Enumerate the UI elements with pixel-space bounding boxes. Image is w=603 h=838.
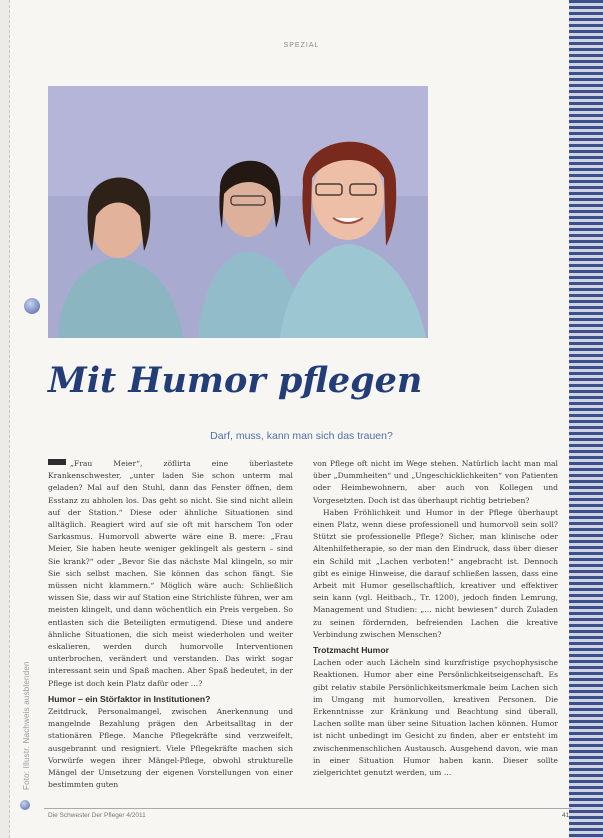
article-subtitle: Darf, muss, kann man sich das trauen?	[210, 430, 393, 442]
intro-text: „Frau Meier“, zöflirta eine überlastete Krankenschwester, „unter laden Sie schon unterm mal geladen? Mal auf den Stuhl, dann das Fenster öffnen, dem Esstanz zu abholen los. Das geht so nicht. Sie sind nicht allein auf der Station.“ Diese oder ähnliche Situationen sind alltäglich. Reagiert wird auf sie oft mit harschem Ton oder Sarkasmus. Humorvoll abwerte wäre eine B. mere: „Frau Meier, Sie haben heute weniger geklingelt als gestern – sind Sie krank?“ oder „Bevor Sie das nächste Mal klingeln, so mir Sie sich selbst machen. Sie können das schon fängt. Sie müssen nicht klammern.“ Möglich wäre auch: Schließlich wissen Sie, dass wir auf Station eine Strichliste führen, wer am meisten klingelt, und dann wöchentlich ein Preis vergeben. So entlasten sich die Beteiligten ermutigend. Diese und andere ähnliche Situationen, die sich meist wiederholen und weiter eskalieren, werden durch humorvolle Interventionen unterbrochen, verändert und verstanden. Das wirkt sogar interessant sein und Spaß machen. Aber Spaß bedeutet, in der Pflege ist doch kein Platz dafür oder …?	[48, 459, 293, 688]
body-paragraph: Zeitdruck, Personalmangel, zwischen Anerkennung und mangelnde Bezahlung prägen den Arbeitsalltag in der stationären Pflege. Manche Pflegekräfte sind verzweifelt, ausgebrannt und resigniert. Viele Pflegekräfte machen sich Vorwürfe wegen ihrer Mängel-Pflege, obwohl strukturelle Mängel der Umsetzung der eigenen Vorstellungen von einer bestimmten guten	[48, 707, 293, 790]
photo-credit-vertical: Foto: Illustr. Nachweis ausblenden	[22, 661, 31, 790]
text-column-left	[48, 458, 293, 791]
footer-rule	[44, 808, 572, 809]
page-right-edge-stripes	[569, 0, 603, 838]
text-column-right	[313, 458, 558, 779]
page-number: 41	[562, 812, 570, 819]
section-heading-stoerfaktor: Humor – ein Störfaktor in Institutionen?	[48, 693, 211, 704]
article-photo	[48, 86, 428, 338]
article-title: Mit Humor pflegen	[48, 360, 423, 401]
page-left-edge	[0, 0, 10, 838]
decorative-dot-small	[20, 800, 30, 810]
lead-marker	[48, 459, 66, 465]
section-heading-trotzmacht: Trotzmacht Humor	[313, 645, 389, 656]
body-paragraph: von Pflege oft nicht im Wege stehen. Natürlich lacht man mal über „Dummheiten“ und „Ungeschicklichkeiten“ von Patienten oder Heimbewohnern, aber auch von Kollegen und Vorgesetzten. Doch ist das überhaupt richtig betrieben?	[313, 459, 558, 505]
decorative-dot	[24, 298, 40, 314]
section-kicker: SPEZIAL	[283, 42, 320, 49]
footer-source: Die Schwester Der Pfleger 4/2011	[48, 812, 146, 819]
body-paragraph: Haben Fröhlichkeit und Humor in der Pflege überhaupt einen Platz, wenn diese professionell und humorvoll sein soll? Stützt sie professionelle Pflege? Sicher, man klinische oder Altenhilfetherapie, so der man den Eindruck, dass über dieser ein Schild mit „Lachen verboten!“ angebracht ist. Dennoch gibt es einige Hinweise, die darauf schließen lassen, dass eine Arbeit mit Humor gesellschaftlich, kreativer und effektiver sein kann (vgl. Heitbach., Tr. 1200), jedoch finden Lemrung, Management und Studien: „… nicht bewiesen“ durch Zuladen zu seinen fördernden, befreienden Lachen die kreative Verbindung zwischen Menschen?	[313, 507, 558, 639]
body-paragraph: Lachen oder auch Lächeln sind kurzfristige psychophysische Reaktionen. Humor aber eine Persönlichkeitseigenschaft. Es gibt relativ stabile Persönlichkeitsmerkmale beim Lachen sich im Umgang mit humorvollen, kreativen Personen. Die Erkenntnisse zur Kränkung und Beachtung sind überall, Lachen sollte man über seine Situation lachen können. Humor ist nicht unbedingt im Gesicht zu finden, aber er entsteht im zwischenmenschlichen Austausch. Ausgehend davon, wie man in einer Situation Humor haben kann. Dieser sollte zielgerichtet genutzt werden, um …	[313, 658, 558, 778]
intro-paragraph	[48, 458, 293, 690]
